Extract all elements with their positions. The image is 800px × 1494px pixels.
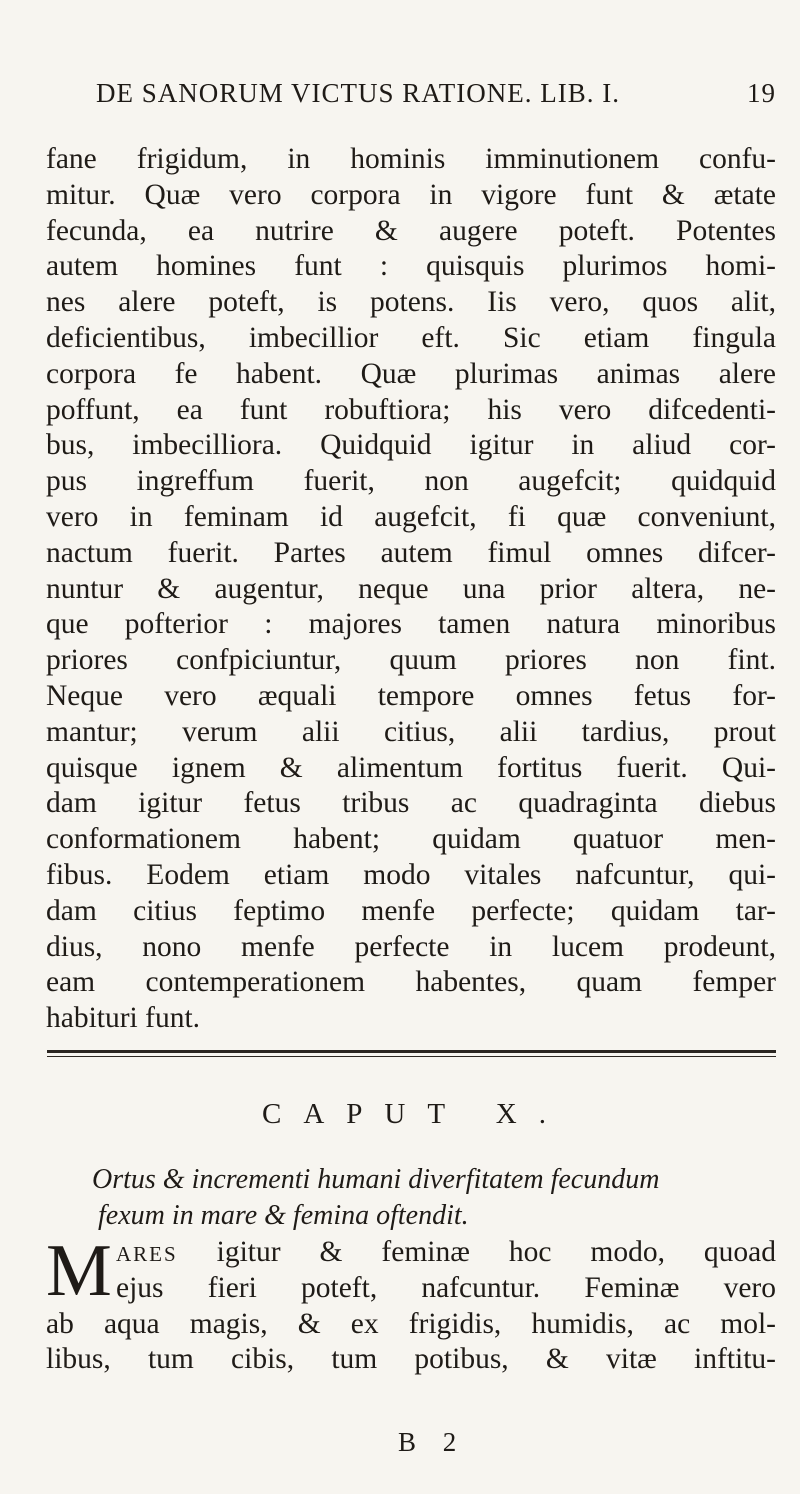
text-line: vero in feminam id augefcit, fi quæ conveniunt, (46, 500, 776, 533)
chapter-paragraph (46, 1230, 776, 1378)
text-line: nes alere poteft, is potens. Iis vero, quos alit, (46, 286, 776, 319)
text-line: poffunt, ea funt robuftiora; his vero difcedenti- (46, 393, 776, 426)
text-line: conformationem habent; quidam quatuor men- (46, 823, 776, 856)
text-line: mitur. Quæ vero corpora in vigore funt & ætate (46, 178, 776, 211)
text-line: dam igitur fetus tribus ac quadraginta diebus (46, 787, 776, 820)
text-line: autem homines funt : quisquis plurimos homi- (46, 250, 776, 283)
text-line: eam contemperationem habentes, quam femper (46, 966, 776, 999)
text-line: priores confpiciuntur, quum priores non fint. (46, 644, 776, 677)
text-line (46, 1235, 776, 1271)
running-header (46, 78, 776, 109)
text-line: pus ingreffum fuerit, non augefcit; quidquid (46, 465, 776, 498)
text-line: dius, nono menfe perfecte in lucem prodeunt, (46, 930, 776, 963)
text-line: que pofterior : majores tamen natura minoribus (46, 608, 776, 641)
text-line: ab aqua magis, & ex frigidis, humidis, ac mol- (46, 1307, 776, 1340)
text-line: nactum fuerit. Partes autem fimul omnes difcer- (46, 536, 776, 569)
drop-cap: M (46, 1230, 112, 1312)
text-line: fecunda, ea nutrire & augere poteft. Potentes (46, 214, 776, 247)
text-line: libus, tum cibis, tum potibus, & vitæ inftitu- (46, 1343, 776, 1376)
summary-line: fexum in mare & femina oftendit. (98, 1200, 469, 1231)
page-number: 19 (747, 78, 776, 108)
text-line: habituri funt. (46, 1002, 201, 1035)
text-line: fane frigidum, in hominis imminutionem confu- (46, 143, 776, 175)
text-line: quisque ignem & alimentum fortitus fuerit. Qui- (46, 751, 776, 784)
text-line: bus, imbecilliora. Quidquid igitur in aliud cor- (46, 429, 776, 462)
summary-line: Ortus & incrementi humani diverfitatem fecundum (92, 1164, 660, 1195)
text-line: Neque vero æquali tempore omnes fetus for- (46, 679, 776, 712)
small-caps-word: ares (116, 1236, 178, 1268)
text-line: dam citius feptimo menfe perfecte; quidam tar- (46, 894, 776, 927)
section-divider-thick (47, 1050, 776, 1053)
chapter-heading: CAPUT X. (262, 1098, 568, 1130)
running-title: DE SANORUM VICTUS RATIONE. LIB. I. (96, 78, 621, 108)
text-line: fibus. Eodem etiam modo vitales nafcuntur, qui- (46, 858, 776, 891)
body-paragraph (46, 142, 776, 1037)
text-line: ejus fieri poteft, nafcuntur. Feminæ vero (116, 1271, 776, 1304)
text-line: nuntur & augentur, neque una prior altera, ne- (46, 572, 776, 605)
text-line: mantur; verum alii citius, alii tardius, prout (46, 715, 776, 748)
text-line: corpora fe habent. Quæ plurimas animas alere (46, 357, 776, 390)
section-divider-thin (47, 1056, 776, 1057)
text-fragment: igitur & feminæ hoc modo, quoad (177, 1236, 776, 1268)
text-line: deficientibus, imbecillior eft. Sic etiam fingula (46, 321, 776, 354)
chapter-summary (92, 1162, 752, 1234)
signature-mark: B 2 (398, 1427, 467, 1457)
